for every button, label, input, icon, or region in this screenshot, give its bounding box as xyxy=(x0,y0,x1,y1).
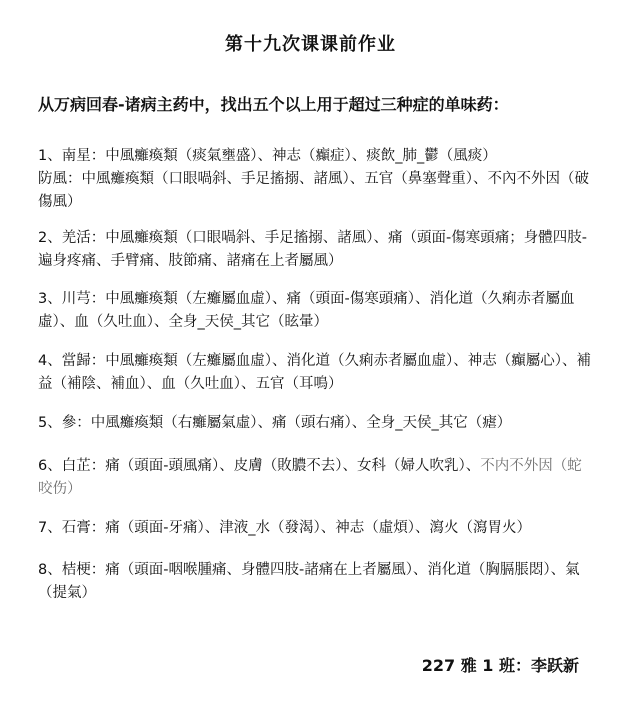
item-4-part-1: 4、當歸：中風癱瘓類（左癱屬血虛）、消化道（久痢赤者屬血虛）、神志（癲屬心）、補益（補陰、補血）、血（久吐血）、五官（耳鳴） xyxy=(38,353,591,392)
author-signature: 227 雅 1 班：李跃新 xyxy=(421,656,579,675)
list-item-2 xyxy=(38,227,594,273)
list-item-4 xyxy=(38,350,594,396)
list-item-7 xyxy=(38,517,594,540)
list-item-8 xyxy=(38,559,594,605)
item-6-part-1: 6、白芷：痛（頭面-頭風痛）、皮膚（敗膿不去）、女科（婦人吹乳）、 xyxy=(38,458,481,474)
list-item-5 xyxy=(38,412,594,435)
item-7-part-1: 7、石膏：痛（頭面-牙痛）、津液_水（發渴）、神志（虛煩）、瀉火（瀉胃火） xyxy=(38,520,531,536)
item-2-part-1: 2、羌活：中風癱瘓類（口眼喎斜、手足搐搦、諸風）、痛（頭面-傷寒頭痛；身體四肢-遍身疼痛、手臂痛、肢節痛、諸痛在上者屬風） xyxy=(38,230,587,269)
item-1-part-2: 防風：中風癱瘓類（口眼喎斜、手足搐搦、諸風）、五官（鼻塞聲重）、 xyxy=(38,171,488,187)
item-3-part-1: 3、川芎：中風癱瘓類（左癱屬血虛）、痛（頭面-傷寒頭痛）、消化道（久痢赤者屬血虛）、血（久吐血）、全身_天侯_其它（眩暈） xyxy=(38,291,575,330)
list-item-6 xyxy=(38,455,594,501)
item-5-part-1: 5、參：中風癱瘓類（右癱屬氣虛）、痛（頭右痛）、全身_天侯_其它（瘧） xyxy=(38,415,512,431)
item-1-part-1: 1、南星：中風癱瘓類（痰氣壅盛）、神志（癲症）、痰飲_肺_鬱（風痰） xyxy=(38,148,497,164)
item-6-part-2: 不内不外因（蛇咬伤） xyxy=(38,458,582,497)
page-title: 第十九次课课前作业 xyxy=(225,34,396,55)
instruction-heading: 从万病回春-诸病主药中，找出五个以上用于超过三种症的单味药： xyxy=(38,95,509,114)
item-8-part-1: 8、桔梗：痛（頭面-咽喉腫痛、身體四肢-諸痛在上者屬風）、消化道（胸膈脹悶）、氣（提氣） xyxy=(38,562,580,601)
list-item-1 xyxy=(38,145,594,214)
list-item-3 xyxy=(38,288,594,334)
item-1-part-3: 不內不外因（破傷風） xyxy=(38,171,589,210)
